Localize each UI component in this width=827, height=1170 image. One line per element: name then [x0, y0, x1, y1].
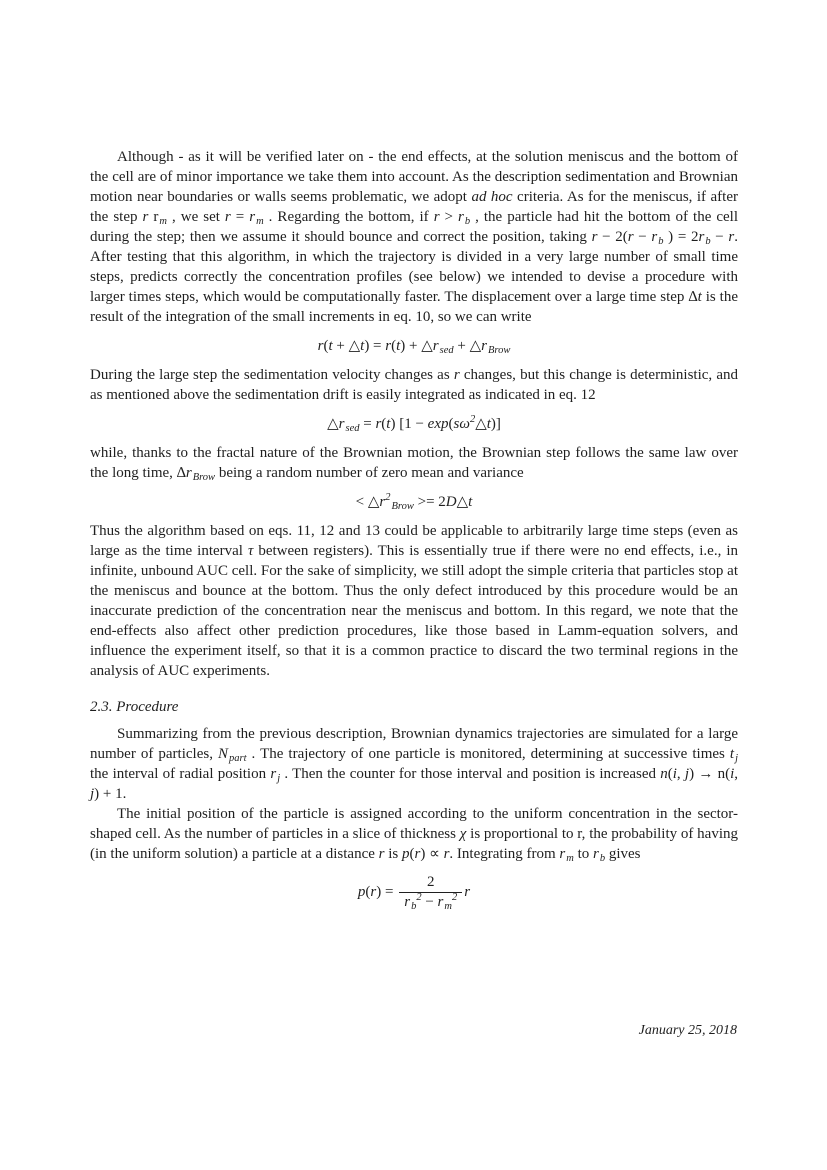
fraction: $\frac{2}{r_b^2 - r_m^2}$ [397, 873, 464, 912]
display-equation: p(r) = $\frac{2}{r_b^2 - r_m^2}$ r [357, 874, 471, 912]
paragraph: Summarizing from the previous description, Brownian dynamics trajectories are simulated for a large number of particles, $N_{part}$ . The trajectory of one particle is monitored, determining at successive times $t_j$ the interval of radial position $r_j$ . Then the counter for those interval and position is increased n(i, j) → n(i, j) + 1. [90, 726, 738, 802]
paragraph: During the large step the sedimentation velocity changes as r changes, but this change is deterministic, and as mentioned above the sedimentation drift is easily integrated as indicated in eq. 12 [90, 367, 738, 403]
paragraph: while, thanks to the fractal nature of the Brownian motion, the Brownian step follows the same law over the long time, $\Delta r_{Brow}$ being a random number of zero mean and variance [90, 445, 738, 483]
section-heading: 2.3. Procedure [90, 699, 179, 715]
document-body [90, 147, 738, 921]
footer-date: January 25, 2018 [638, 1023, 737, 1038]
display-equation: r(t + △t) = $r(t) + \triangle r_{sed}$ + $\triangle r_{Brow}$ [317, 338, 511, 356]
paragraph: Thus the algorithm based on eqs. 11, 12 and 13 could be applicable to arbitrarily large time steps (even as large as the time interval τ between registers). This is essentially true if there were no end effects, i.e., in infinite, unbound AUC cell. For the sake of simplicity, we still adopt the simple criteria that particles stop at the meniscus and bounce at the bottom. Thus the only defect introduced by this procedure would be an inaccurate prediction of the concentration near the meniscus and bottom. In this regard, we note that the end-effects also affect other prediction procedures, like those based in Lamm-equation solvers, and influence the experiment itself, so that it is a common practice to discard the two terminal regions in the analysis of AUC experiments. [90, 523, 738, 679]
display-equation: $\triangle r_{sed} = r(t) [1$ − $\exp(s\omega^2\triangle t)$] [327, 414, 501, 434]
paragraph: Although - as it will be verified later on - the end effects, at the solution meniscus and the bottom of the cell are of minor importance we take them into account. As the description sedimentation and Brownian motion near boundaries or walls seems problematic, we adopt ad hoc criteria. As for the meniscus, if after the step r $r_m$ , we set $r = r_m$ . Regarding the bottom, if $r > r_b$ , the particle had hit the bottom of the cell during the step; then we assume it should bounce and correct the position, taking $r - 2(r - r_b$ ) = $2r_b - r$. After testing that this algorithm, in which the trajectory is divided in a very large number of small time steps, predicts correctly the concentration profiles (see below) we intended to devise a procedure with larger times steps, which would be computationally faster. The displacement over a large time step ∆t is the result of the integration of the small increments in eq. 10, so we can write [90, 149, 739, 325]
display-equation: < $\triangle r^2_{Brow}$ >= 2D△t [355, 492, 473, 512]
paragraph: The initial position of the particle is assigned according to the uniform concentration in the sector-shaped cell. As the number of particles in a slice of thickness χ is proportional to r, the probability of having (in the uniform solution) a particle at a distance r is p(r) ∝ r. Integrating from $r_m$ to $r_b$ gives [90, 806, 738, 864]
